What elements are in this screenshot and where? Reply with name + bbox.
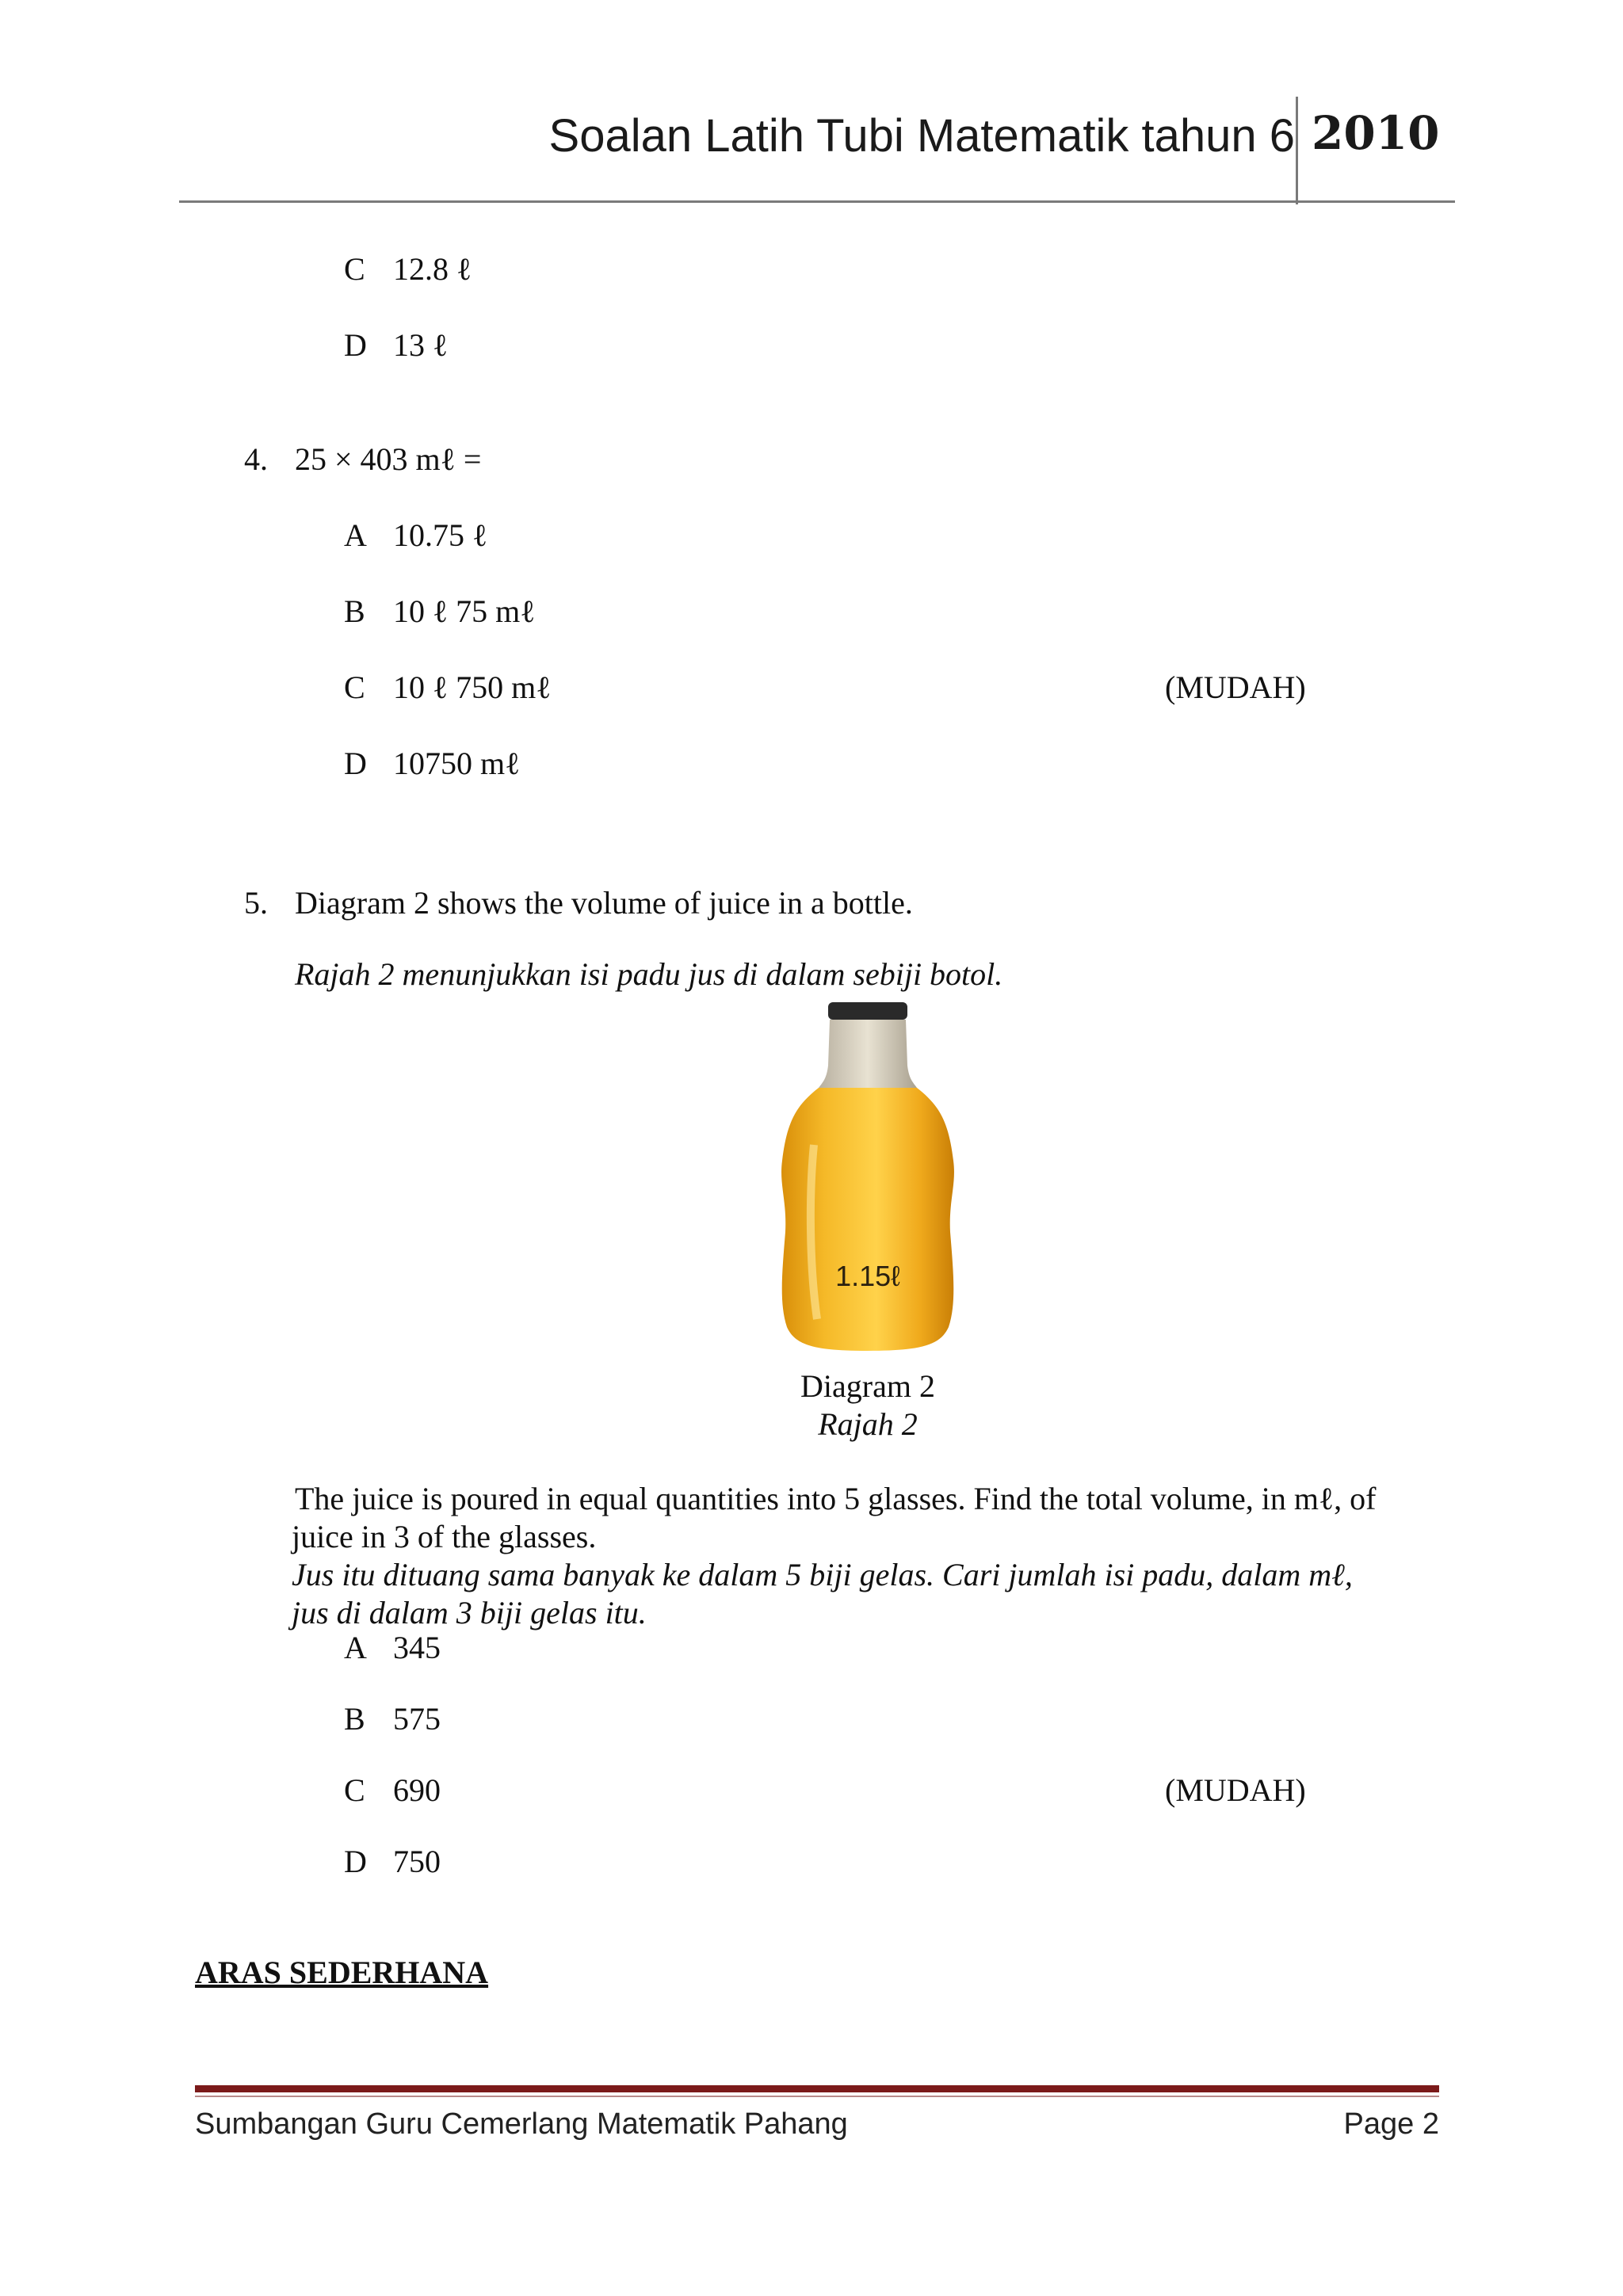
- figure-caption-english: Diagram 2: [800, 1368, 935, 1404]
- q4-stem: 25 × 403 mℓ =: [295, 441, 482, 477]
- q5-option-b: [344, 1700, 441, 1738]
- option-text: 13 ℓ: [393, 327, 449, 363]
- option-letter: D: [344, 746, 367, 781]
- q5-number: 5.: [244, 885, 268, 921]
- option-text: 10.75 ℓ: [393, 517, 488, 553]
- q5-question-malay-line1: Jus itu dituang sama banyak ke dalam 5 biji gelas. Cari jumlah isi padu, dalam mℓ,: [292, 1557, 1353, 1592]
- bottle-volume-label: 1.15ℓ: [835, 1260, 900, 1292]
- option-letter: C: [344, 1772, 365, 1808]
- option-text: 12.8 ℓ: [393, 251, 472, 287]
- option-letter: A: [344, 517, 367, 553]
- q5-stem-english: Diagram 2 shows the volume of juice in a bottle.: [295, 885, 913, 921]
- footer-rule: [195, 2085, 1439, 2092]
- q4-number: 4.: [244, 441, 268, 477]
- option-letter: D: [344, 1844, 367, 1879]
- footer-rule-thin: [195, 2096, 1439, 2097]
- option-text: 690: [393, 1772, 441, 1808]
- juice-bottle-image: [741, 1002, 995, 1351]
- option-text: 575: [393, 1701, 441, 1737]
- q5-question-english-line2: juice in 3 of the glasses.: [292, 1519, 597, 1554]
- q3-option-c: [344, 250, 472, 288]
- option-letter: C: [344, 669, 365, 705]
- q5-question-english-line1: The juice is poured in equal quantities into 5 glasses. Find the total volume, in mℓ, of: [295, 1481, 1377, 1516]
- option-letter: A: [344, 1630, 367, 1665]
- footer-page-number: Page 2: [1343, 2107, 1439, 2141]
- option-letter: B: [344, 593, 365, 629]
- option-text: 10750 mℓ: [393, 746, 521, 781]
- q4-option-d: [344, 745, 520, 783]
- q3-option-d: [344, 326, 448, 364]
- option-text: 750: [393, 1844, 441, 1879]
- q4-difficulty-label: (MUDAH): [1165, 669, 1306, 705]
- header-rule: [179, 200, 1455, 203]
- option-text: 345: [393, 1630, 441, 1665]
- q5-question-malay-line2: jus di dalam 3 biji gelas itu.: [292, 1595, 647, 1630]
- q4-option-a: [344, 517, 487, 555]
- header-divider: [1296, 97, 1298, 204]
- q5-stem-malay: Rajah 2 menunjukkan isi padu jus di dalam sebiji botol.: [295, 956, 1003, 992]
- page-header-year: 2010: [1312, 106, 1440, 160]
- q5-option-c: [344, 1772, 441, 1810]
- bottle-cap: [828, 1002, 907, 1020]
- figure-caption-malay: Rajah 2: [818, 1406, 918, 1442]
- option-text: 10 ℓ 75 mℓ: [393, 593, 536, 629]
- option-text: 10 ℓ 750 mℓ: [393, 669, 552, 705]
- footer-left-text: Sumbangan Guru Cemerlang Matematik Pahang: [195, 2107, 848, 2141]
- page-header-title: Soalan Latih Tubi Matematik tahun 6: [548, 110, 1295, 162]
- q4-option-b: [344, 593, 535, 631]
- q4-option-c: [344, 669, 551, 707]
- bottle-neck: [819, 1020, 917, 1088]
- option-letter: B: [344, 1701, 365, 1737]
- q5-option-d: [344, 1843, 441, 1881]
- q5-difficulty-label: (MUDAH): [1165, 1772, 1306, 1808]
- q5-option-a: [344, 1629, 441, 1667]
- option-letter: C: [344, 251, 365, 287]
- section-heading: ARAS SEDERHANA: [195, 1955, 489, 1990]
- option-letter: D: [344, 327, 367, 363]
